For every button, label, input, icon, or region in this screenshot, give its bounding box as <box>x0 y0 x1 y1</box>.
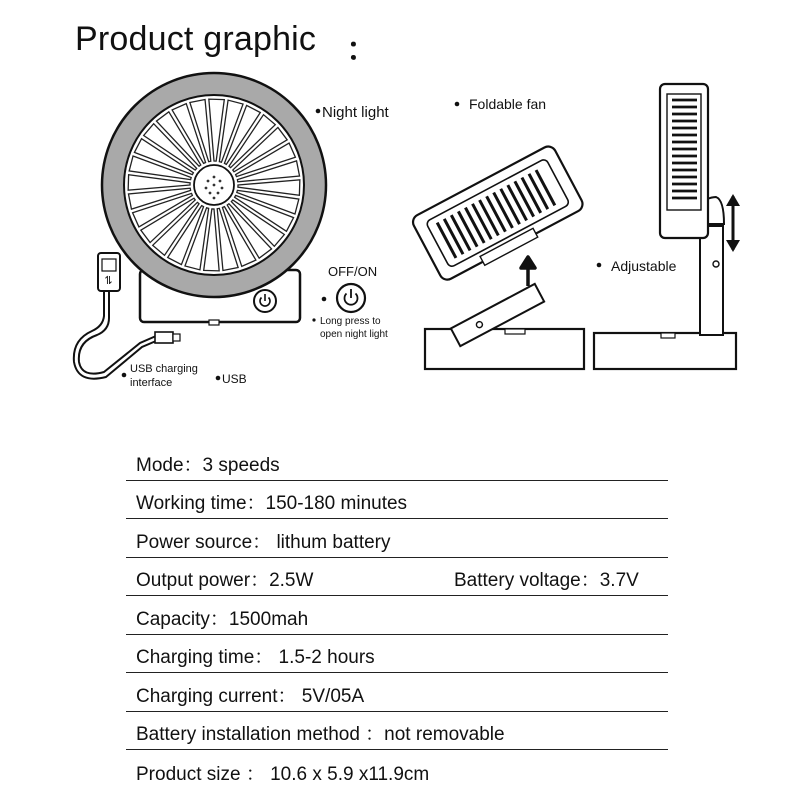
spec-table <box>126 442 668 789</box>
spec-row-capacity <box>126 596 668 635</box>
spec-battery-installation: Battery installation method ：not removable <box>136 724 505 745</box>
spec-row-mode <box>126 442 668 481</box>
spec-output-power: Output power：2.5W <box>136 570 314 591</box>
spec-charging-current: Charging current： 5V/05A <box>136 685 365 707</box>
long-press-label-2: open night light <box>320 329 388 340</box>
title-colon: ： <box>346 31 379 67</box>
usb-charging-label-2: interface <box>130 377 173 389</box>
page-title: Product graphic <box>75 20 317 58</box>
spec-row-power-source <box>126 519 668 558</box>
svg-text:⇌: ⇌ <box>102 275 115 285</box>
night-light-label: Night light <box>322 104 389 121</box>
usb-charging-label-1: USB charging <box>130 363 198 375</box>
spec-row-charging-current <box>126 673 668 712</box>
spec-battery-voltage: Battery voltage：3.7V <box>454 570 639 591</box>
spec-power-source: Power source： lithum battery <box>136 531 391 553</box>
foldable-fan-label: Foldable fan <box>469 96 547 112</box>
spec-row-battery-installation <box>126 712 668 751</box>
front-fan-illustration <box>102 73 326 325</box>
spec-working-time: Working time：150-180 minutes <box>136 493 408 514</box>
spec-mode: Mode：3 speeds <box>136 454 280 476</box>
spec-capacity: Capacity：1500mah <box>136 608 309 630</box>
off-on-label: OFF/ON <box>328 264 378 279</box>
foldable-fan-illustration <box>410 144 587 369</box>
long-press-label-1: Long press to <box>320 316 381 327</box>
spec-row-charging-time <box>126 635 668 674</box>
spec-row-working-time <box>126 481 668 520</box>
spec-charging-time: Charging time： 1.5-2 hours <box>136 647 375 668</box>
spec-row-output-power <box>126 558 668 597</box>
adjustable-label: Adjustable <box>611 258 677 274</box>
usb-label: USB <box>222 372 247 386</box>
spec-row-product-size <box>126 750 668 789</box>
spec-product-size: Product size ： 10.6 x 5.9 x11.9cm <box>136 763 430 785</box>
adjustable-fan-illustration <box>594 84 740 369</box>
